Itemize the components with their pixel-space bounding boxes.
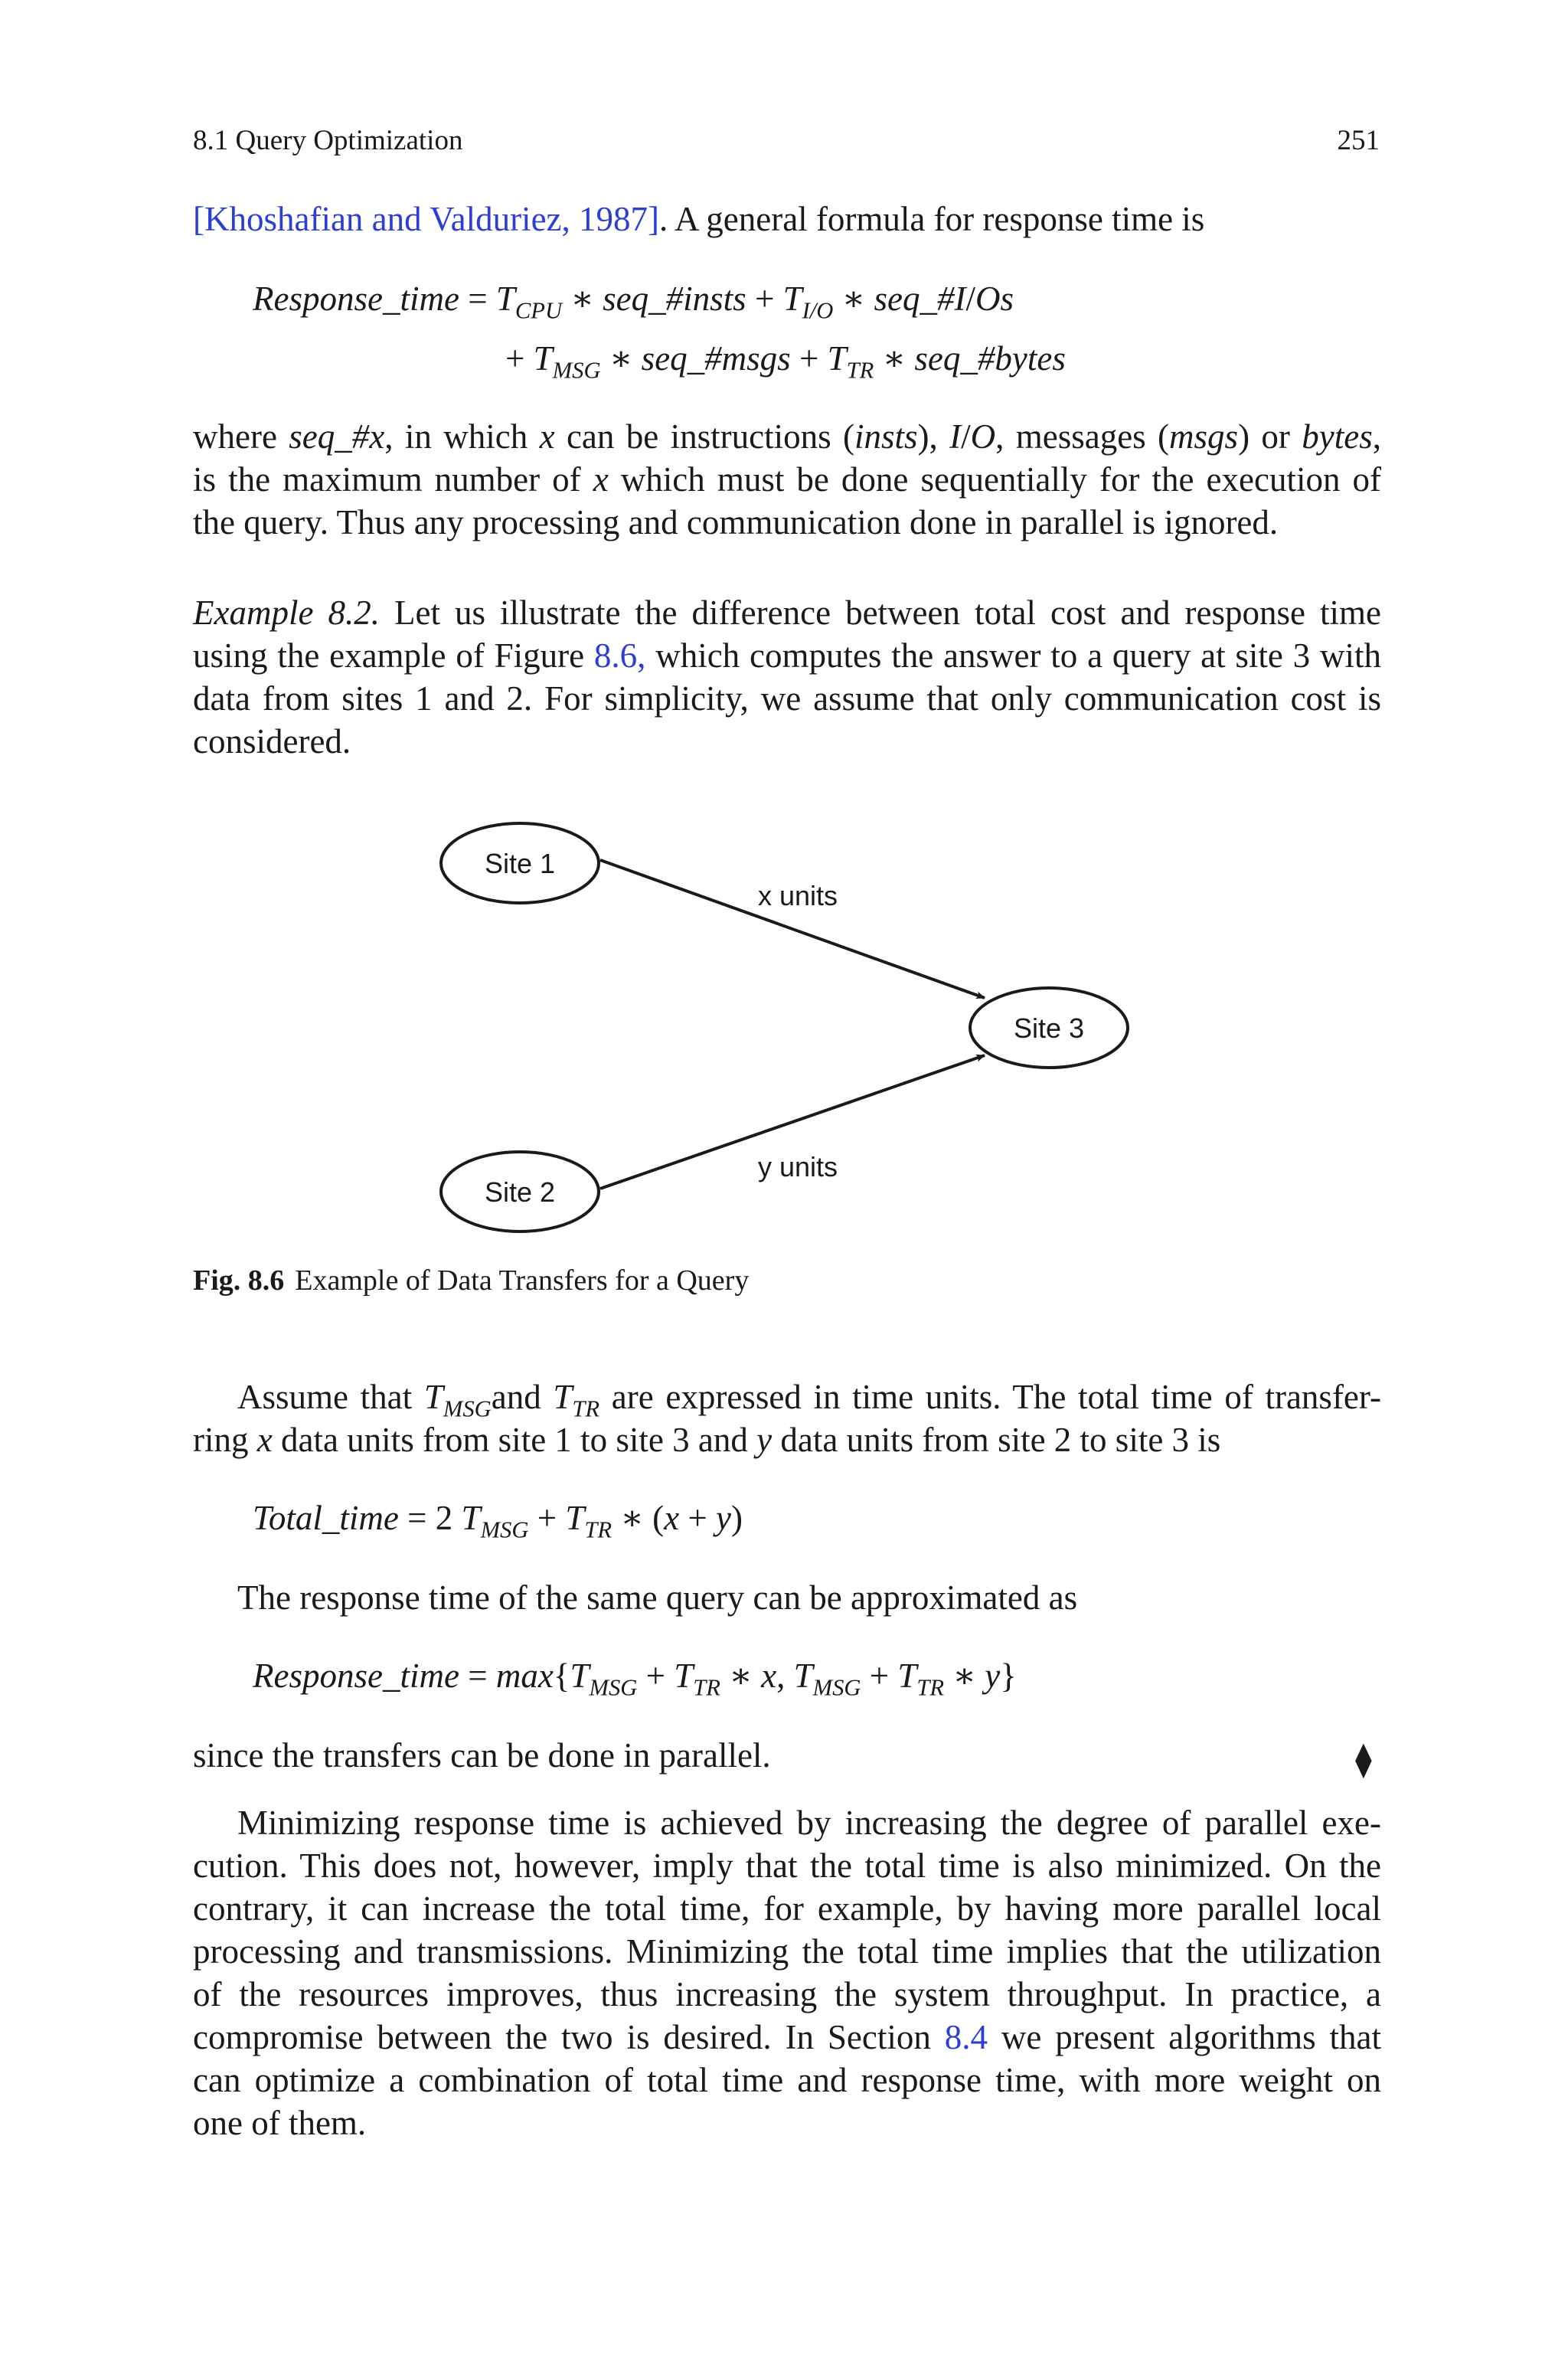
- figure-caption: [193, 1262, 749, 1299]
- minimizing-line-3: contrary, it can increase the total time, for example, by having more parallel local: [193, 1889, 1381, 1928]
- page-number: 251: [1337, 125, 1380, 156]
- node-label-site-3: Site 3: [1013, 1012, 1085, 1044]
- edge-label-x-units: x units: [757, 880, 838, 911]
- figure-8-6: [193, 804, 1381, 1264]
- example-label: Example 8.2.: [193, 594, 380, 632]
- section-ref-link[interactable]: 8.4: [944, 2018, 988, 2056]
- figure-ref-link[interactable]: 8.6,: [593, 636, 646, 675]
- paragraph-seq-definition: where seq_#x, in which x can be instructions (insts), I/O, messages (msgs) or bytes, is the maximum number of x which must be done sequentially for the execution of the query. Thus any processing and communication done in parallel is ignored.: [193, 415, 1381, 544]
- node-label-site-2: Site 2: [484, 1176, 556, 1208]
- response-approx-text: The response time of the same query can be approximated as: [237, 1578, 1078, 1617]
- minimizing-line-1: Minimizing response time is achieved by increasing the degree of parallel exe-: [237, 1804, 1381, 1842]
- data-transfer-diagram: [193, 804, 1381, 1264]
- paragraph-parallel: [193, 1734, 1381, 1777]
- citation-link[interactable]: [Khoshafian and Valduriez, 1987]: [193, 200, 659, 238]
- equation-response-general-line1: Response_time = $T_{CPU}$ ∗ seq_#insts + $T_{I/O}$ ∗ seq_#I/Os: [253, 280, 1014, 324]
- equation-total-time: Total_time = 2 $T_{MSG} + T_{TR}$ ∗ (x + y): [253, 1499, 743, 1543]
- intro-text: . A general formula for response time is: [659, 200, 1205, 238]
- minimizing-line-4: processing and transmissions. Minimizing the total time implies that the utilization: [193, 1932, 1381, 1971]
- paragraph-response-approx: [193, 1576, 1381, 1619]
- paragraph-intro: [193, 198, 1381, 240]
- edge-label-y-units: y units: [757, 1151, 838, 1182]
- minimizing-line-8: one of them.: [193, 2104, 367, 2142]
- equation-response-time: Response_time = $\max\{T_{MSG} + T_{TR}$ ∗ x, $T_{MSG} + T_{TR}$ ∗ y}: [253, 1657, 1017, 1701]
- section-title: 8.1 Query Optimization: [193, 125, 463, 156]
- minimizing-line-5: of the resources improves, thus increasing the system throughput. In practice, a: [193, 1975, 1381, 2013]
- node-label-site-1: Site 1: [484, 848, 556, 879]
- minimizing-line-2: cution. This does not, however, imply that the total time is also minimized. On the: [193, 1846, 1381, 1885]
- caption-label: Fig. 8.6: [193, 1264, 285, 1297]
- example-8-2: Example 8.2. Let us illustrate the difference between total cost and response time using the example of Figure 8.6, which computes the answer to a query at site 3 with data from sites 1 and 2. For simplicity, we assume that only communication cost is considered.: [193, 594, 1381, 761]
- caption-text: Example of Data Transfers for a Query: [295, 1264, 750, 1297]
- parallel-text: since the transfers can be done in parallel.: [193, 1736, 771, 1775]
- paragraph-minimizing: Minimizing response time is achieved by increasing the degree of parallel exe- cution. This does not, however, imply that the total time is also minimized. On the contrary, it can increase the total time, for example, by having more parallel local processing and transmissions. Minimizing the total time implies that the utilization of the resources improves, thus increasing the system throughput. In practice, a compromise between the two is desired. In Section 8.4 we present algorithms that can optimize a combination of total time and response time, with more weight on one of them.: [193, 1801, 1381, 2144]
- paragraph-assume: Assume that $T_{MSG}and$ $T_{TR}$ are expressed in time units. The total time of transfer- ring x data units from site 1 to site 3 and y data units from site 2 to site 3 is: [193, 1378, 1381, 1459]
- paragraph-seq-line3: the query. Thus any processing and communication done in parallel is ignored.: [193, 503, 1279, 541]
- end-of-example-mark: ⧫: [1355, 1741, 1372, 1778]
- equation-response-general-line2: + $T_{MSG}$ ∗ seq_#msgs + $T_{TR}$ ∗ seq_#bytes: [505, 339, 1066, 384]
- minimizing-line-7: can optimize a combination of total time and response time, with more weight on: [193, 2061, 1381, 2099]
